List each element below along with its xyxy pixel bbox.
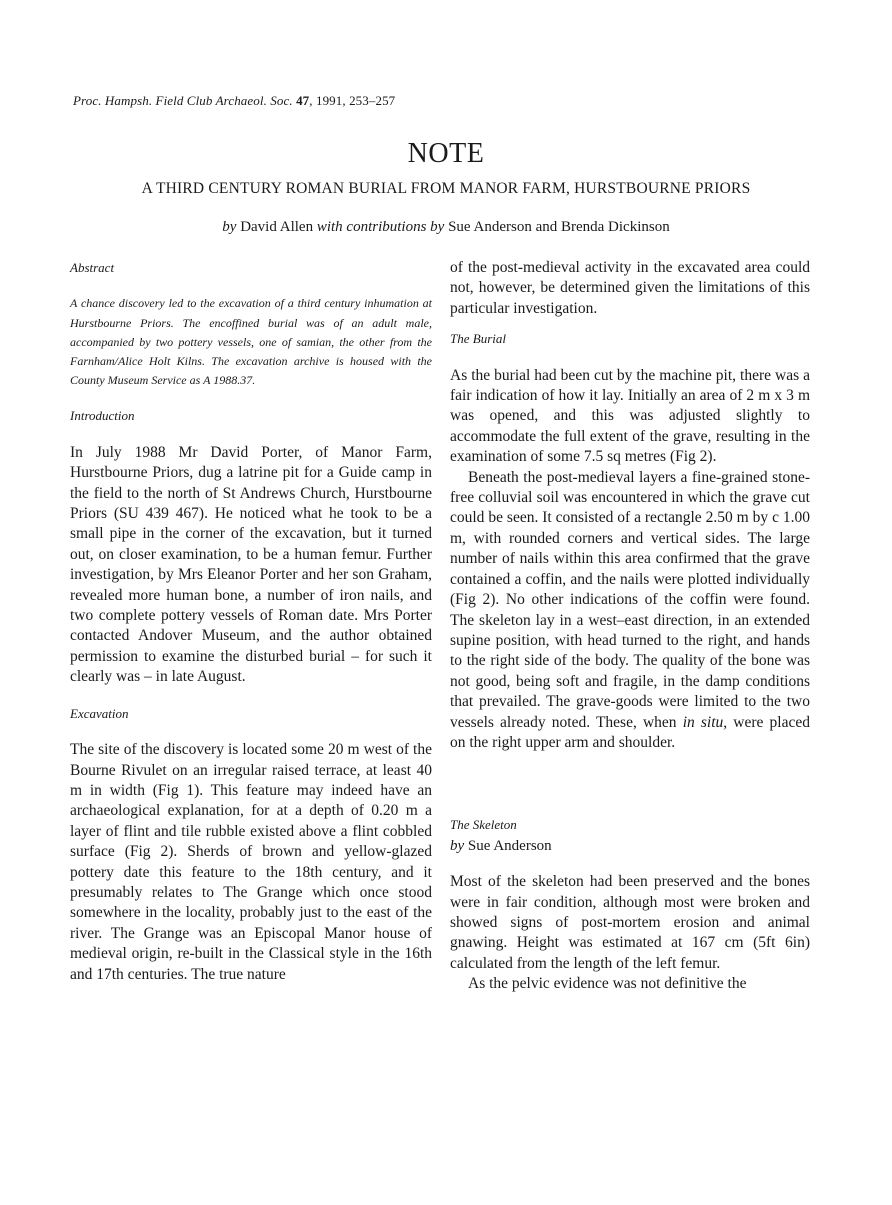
excavation-heading: Excavation — [70, 705, 129, 721]
burial-paragraph-1: As the burial had been cut by the machine pit, there was a fair indication of how it lay. Initially an area of 2 m x 3 m was opened, and this was adjusted slightly to accommodate the full extent of the grave, resulting in the examination of some 7.5 sq metres (Fig 2). — [450, 366, 810, 466]
right-column — [450, 258, 810, 995]
skeleton-byline-by: by — [450, 837, 465, 854]
skeleton-paragraph-1: Most of the skeleton had been preserved and the bones were in fair condition, although most were broken and showed signs of post-mortem erosion and animal gnawing. Height was estimated at 167 cm (5ft 6in) calculated from the length of the left femur. — [450, 873, 810, 972]
burial-p2-text-end: , were placed on the right upper arm and shoulder. — [450, 713, 811, 751]
burial-p2-in-situ: in situ — [682, 713, 724, 731]
excavation-text: The site of the discovery is located some 20 m west of the Bourne Rivulet on an irregular raised terrace, at least 40 m in width (Fig 1). This feature may indeed have an archaeological explanation, for at a depth of 0.20 m a layer of flint and tile rubble existed above a flint cobbled surface (Fig 2). Sherds of brown and yellow-glazed pottery date this feature to the 18th century, and it presumably relates to The Grange which once stood somewhere in the locality, probably just to the east of the river. The Grange was an Episcopal Manor house of medieval origin, re-built in the Classical style in the 16th and 17th centuries. The true nature — [70, 741, 432, 983]
skeleton-byline-author: Sue Anderson — [467, 837, 552, 854]
burial-p2-text: Beneath the post-medieval layers a fine-grained stone-free colluvial soil was encountered in which the grave cut could be seen. It consisted of a rectangle 2.50 m by c 1.00 m, with rounded corners and vertical sides. The large number of nails within this area confirmed that the grave contained a coffin, and the nails were plotted individually (Fig 2). No other indications of the coffin were found. The skeleton lay in a west–east direction, in an extended supine position, with head turned to the right, and hands to the right side of the body. The quality of the bone was not good, being soft and fragile, in the damp conditions that prevailed. The grave-goods were limited to the two vessels already noted. These, when — [450, 468, 810, 731]
byline-author: David Allen — [240, 219, 314, 235]
introduction-heading: Introduction — [70, 408, 135, 424]
excavation-text-continued: of the post-medieval activity in the excavated area could not, however, be determined given the limitations of this particular investigation. — [450, 259, 810, 317]
journal-pages: , 1991, 253–257 — [309, 93, 396, 108]
abstract-text: A chance discovery led to the excavation of a third century inhumation at Hurstbourne Priors. The encoffined burial was of an adult male, accompanied by two pottery vessels, one of samian, the other from the Farnham/Alice Holt Kilns. The excavation archive is housed with the County Museum Service as A 1988.37. — [70, 296, 432, 388]
introduction-text: In July 1988 Mr David Porter, of Manor Farm, Hurstbourne Priors, dug a latrine pit for a Guide camp in the field to the north of St Andrews Church, Hurstbourne Priors (SU 439 467). He noticed what he took to be a small pipe in the corner of the excavation, but it turned out, on closer examination, to be a human femur. Further investigation, by Mrs Eleanor Porter and her son Graham, revealed more human bone, a number of iron nails, and two complete pottery vessels of Roman date. Mrs Porter contacted Andover Museum, and the author obtained permission to examine the disturbed burial – for such it clearly was – in late August. — [70, 443, 432, 686]
left-column — [70, 258, 432, 985]
abstract-heading: Abstract — [70, 260, 115, 275]
burial-paragraph-2 — [450, 468, 810, 754]
journal-name: Proc. Hampsh. Field Club Archaeol. Soc. — [73, 93, 293, 108]
byline-contributors: Sue Anderson and Brenda Dickinson — [448, 219, 670, 235]
skeleton-paragraph-2: As the pelvic evidence was not definitive the — [468, 975, 747, 993]
journal-volume: 47 — [296, 93, 310, 108]
skeleton-byline — [450, 836, 810, 856]
note-heading: NOTE — [407, 138, 485, 169]
byline-by: by — [222, 219, 237, 235]
journal-citation — [73, 93, 395, 109]
byline-with: with contributions by — [316, 219, 445, 235]
skeleton-heading: The Skeleton — [450, 817, 517, 833]
paper-title: A THIRD CENTURY ROMAN BURIAL FROM MANOR FARM, HURSTBOURNE PRIORS — [141, 180, 751, 197]
burial-heading: The Burial — [450, 331, 506, 347]
byline — [0, 219, 892, 236]
